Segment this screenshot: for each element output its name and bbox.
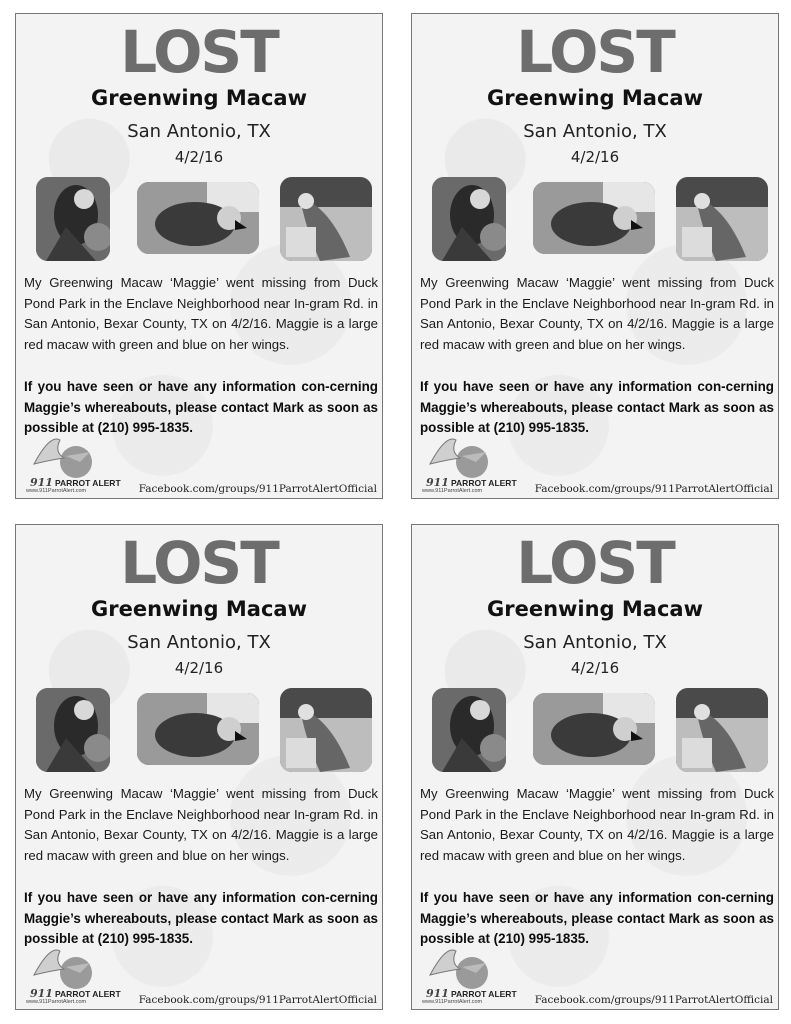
- facebook-link: Facebook.com/groups/911ParrotAlertOfficial: [138, 483, 377, 495]
- lost-flyer: [15, 524, 383, 1010]
- flyer-location: San Antonio, TX: [127, 121, 271, 142]
- flyer-species: Greenwing Macaw: [90, 597, 307, 621]
- flyer-species: Greenwing Macaw: [90, 86, 307, 110]
- logo-number: 911: [426, 476, 449, 489]
- bird-globe-icon: [30, 434, 100, 480]
- flyer-date: 4/2/16: [570, 659, 620, 677]
- logo-url: www.911ParrotAlert.com: [26, 488, 87, 494]
- logo-url: www.911ParrotAlert.com: [422, 999, 483, 1005]
- flyer-location: San Antonio, TX: [523, 121, 667, 142]
- parrot-photo: [137, 182, 259, 254]
- bird-globe-icon: [426, 945, 496, 991]
- parrot-alert-logo: [22, 943, 122, 1005]
- facebook-link: Facebook.com/groups/911ParrotAlertOfficial: [138, 994, 377, 1006]
- parrot-photo: [676, 688, 768, 772]
- bird-globe-icon: [30, 945, 100, 991]
- flyer-appeal: If you have seen or have any information con-cerning Maggie’s whereabouts, please contact Mark as soon as possible at (210) 995-1835.: [24, 379, 378, 436]
- parrot-photo: [137, 693, 259, 765]
- flyer-heading: LOST: [120, 18, 278, 86]
- parrot-alert-logo: [418, 943, 518, 1005]
- logo-name: PARROT ALERT: [55, 478, 121, 488]
- parrot-photo: [280, 688, 372, 772]
- lost-flyer: [411, 13, 779, 499]
- parrot-photo: [280, 177, 372, 261]
- parrot-photo: [533, 182, 655, 254]
- flyer-appeal: If you have seen or have any information con-cerning Maggie’s whereabouts, please contact Mark as soon as possible at (210) 995-1835.: [24, 890, 378, 947]
- flyer-date: 4/2/16: [174, 659, 224, 677]
- logo-name: PARROT ALERT: [451, 989, 517, 999]
- flyer-story: My Greenwing Macaw ‘Maggie’ went missing from Duck Pond Park in the Enclave Neighborhood near In-gram Rd. in San Antonio, Bexar County, TX on 4/2/16. Maggie is a large red macaw with green and blue on her wings.: [24, 275, 378, 352]
- flyer-date: 4/2/16: [174, 148, 224, 166]
- flyer-heading: LOST: [516, 18, 674, 86]
- parrot-photo: [432, 177, 506, 261]
- logo-url: www.911ParrotAlert.com: [422, 488, 483, 494]
- logo-name: PARROT ALERT: [451, 478, 517, 488]
- flyer-location: San Antonio, TX: [523, 632, 667, 653]
- flyer-heading: LOST: [516, 529, 674, 597]
- flyer-story: My Greenwing Macaw ‘Maggie’ went missing from Duck Pond Park in the Enclave Neighborhood near In-gram Rd. in San Antonio, Bexar County, TX on 4/2/16. Maggie is a large red macaw with green and blue on her wings.: [24, 786, 378, 863]
- bird-globe-icon: [426, 434, 496, 480]
- flyer-species: Greenwing Macaw: [486, 86, 703, 110]
- logo-number: 911: [30, 476, 53, 489]
- flyer-story: My Greenwing Macaw ‘Maggie’ went missing from Duck Pond Park in the Enclave Neighborhood near In-gram Rd. in San Antonio, Bexar County, TX on 4/2/16. Maggie is a large red macaw with green and blue on her wings.: [420, 275, 774, 352]
- flyer-location: San Antonio, TX: [127, 632, 271, 653]
- logo-number: 911: [30, 987, 53, 1000]
- parrot-photo: [432, 688, 506, 772]
- parrot-photo: [36, 177, 110, 261]
- lost-flyer: [411, 524, 779, 1010]
- flyer-species: Greenwing Macaw: [486, 597, 703, 621]
- facebook-link: Facebook.com/groups/911ParrotAlertOfficial: [534, 483, 773, 495]
- facebook-link: Facebook.com/groups/911ParrotAlertOfficial: [534, 994, 773, 1006]
- flyer-date: 4/2/16: [570, 148, 620, 166]
- logo-url: www.911ParrotAlert.com: [26, 999, 87, 1005]
- flyer-appeal: If you have seen or have any information con-cerning Maggie’s whereabouts, please contact Mark as soon as possible at (210) 995-1835.: [420, 890, 774, 947]
- logo-name: PARROT ALERT: [55, 989, 121, 999]
- parrot-alert-logo: [22, 432, 122, 494]
- parrot-photo: [36, 688, 110, 772]
- logo-number: 911: [426, 987, 449, 1000]
- flyer-heading: LOST: [120, 529, 278, 597]
- parrot-photo: [676, 177, 768, 261]
- flyer-appeal: If you have seen or have any information con-cerning Maggie’s whereabouts, please contact Mark as soon as possible at (210) 995-1835.: [420, 379, 774, 436]
- parrot-alert-logo: [418, 432, 518, 494]
- parrot-photo: [533, 693, 655, 765]
- lost-flyer: [15, 13, 383, 499]
- flyer-story: My Greenwing Macaw ‘Maggie’ went missing from Duck Pond Park in the Enclave Neighborhood near In-gram Rd. in San Antonio, Bexar County, TX on 4/2/16. Maggie is a large red macaw with green and blue on her wings.: [420, 786, 774, 863]
